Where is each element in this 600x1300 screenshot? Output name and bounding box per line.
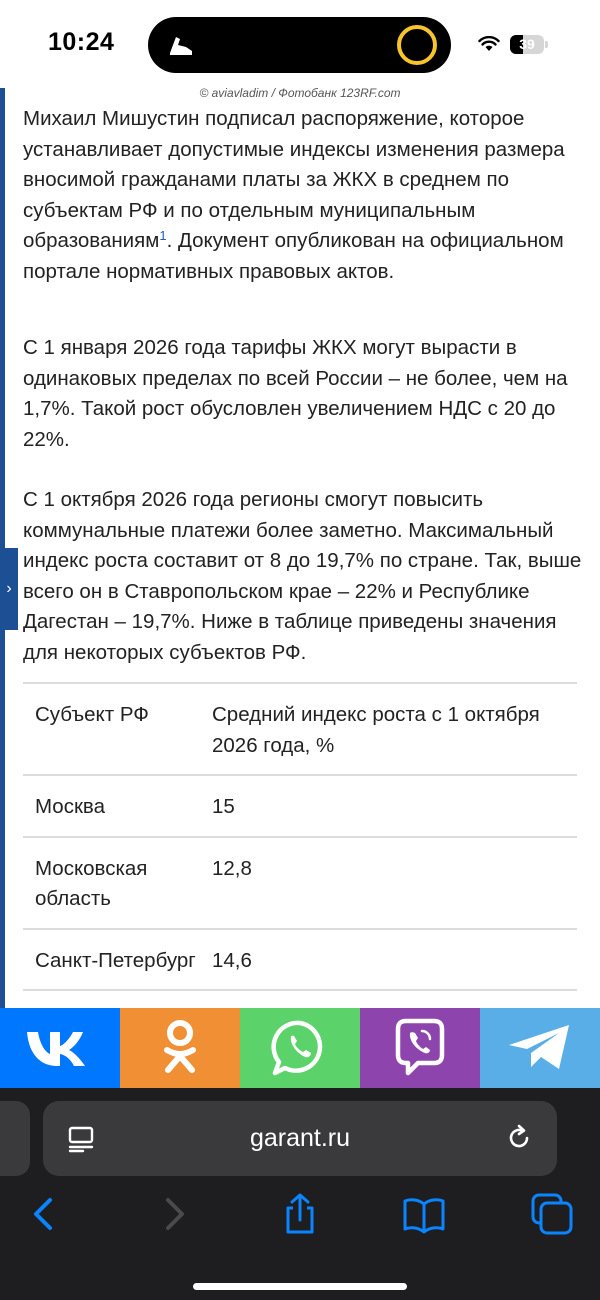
browser-chrome (0, 1088, 600, 1300)
side-expand-tab[interactable]: › (0, 548, 18, 630)
paragraph-text: Михаил Мишустин подписал распоряжение, которое устанавливает допустимые индексы изменения размера вносимой гражданами платы за ЖКХ в среднем по субъектам РФ и по отдельным муниципальным образованиям (23, 107, 565, 252)
bookmarks-icon[interactable] (402, 1192, 446, 1236)
share-vk-button[interactable] (0, 1008, 120, 1088)
share-odnoklassniki-button[interactable] (120, 1008, 240, 1088)
forward-icon[interactable] (152, 1192, 196, 1236)
home-indicator[interactable] (193, 1283, 407, 1290)
wifi-icon (478, 36, 500, 52)
table-row (23, 838, 577, 930)
share-bar (0, 1008, 600, 1088)
photo-credit: © aviavladim / Фотобанк 123RF.com (199, 86, 401, 100)
article-paragraph-3: С 1 октября 2026 года регионы смогут повысить коммунальные платежи более заметно. Максимальный индекс роста составит от 8 до 19,7% по стране. Так, выше всего он в Ставропольском крае – 22% и Республике Дагестан – 19,7%. Ниже в таблице приведены значения для некоторых субъектов РФ. (23, 488, 582, 664)
share-viber-button[interactable] (360, 1008, 480, 1088)
table-cell-region: Москва (35, 795, 105, 818)
table-row (23, 776, 577, 838)
paragraph-text-tail: . Документ опубликован на официальном портале нормативных правовых актов. (23, 229, 564, 283)
dynamic-island[interactable] (148, 17, 451, 73)
odnoklassniki-icon (160, 1018, 200, 1078)
viber-icon (390, 1017, 450, 1079)
tariff-table (23, 682, 577, 991)
clock: 10:24 (48, 28, 115, 56)
table-cell-region: Санкт-Петербург (35, 948, 196, 972)
share-icon[interactable] (278, 1192, 322, 1236)
share-telegram-button[interactable] (480, 1008, 600, 1088)
table-header-row (23, 684, 577, 776)
article-paragraph-2: С 1 января 2026 года тарифы ЖКХ могут вырасти в одинаковых пределах по всей России – не более, чем на 1,7%. Такой рост обусловлен увеличением НДС с 20 до 22%. (23, 336, 568, 451)
status-bar (0, 0, 600, 88)
url-text: garant.ru (249, 1124, 351, 1152)
table-cell-index: 15 (212, 795, 235, 818)
table-header-region: Субъект РФ (35, 703, 149, 726)
table-cell-index: 12,8 (212, 856, 252, 880)
battery-tip (545, 41, 548, 48)
article-paragraph-1 (23, 104, 583, 287)
browser-toolbar (0, 1188, 600, 1248)
back-icon[interactable] (22, 1192, 66, 1236)
share-whatsapp-button[interactable] (240, 1008, 360, 1088)
battery-percent: 39 (519, 36, 535, 52)
reload-icon[interactable] (505, 1124, 533, 1152)
table-row (23, 930, 577, 992)
table-cell-region: Московская область (35, 856, 148, 910)
running-shoe-icon (166, 29, 198, 61)
vk-icon (25, 1026, 95, 1070)
footnote-link[interactable]: 1 (159, 228, 167, 243)
telegram-icon (507, 1023, 573, 1073)
previous-tab-edge[interactable] (0, 1101, 30, 1176)
table-cell-index: 14,6 (212, 948, 252, 972)
battery-icon (510, 35, 544, 54)
table-header-index: Средний индекс роста с 1 октября 2026 года, % (212, 703, 540, 757)
tabs-icon[interactable] (530, 1192, 574, 1236)
whatsapp-icon (271, 1019, 329, 1077)
address-bar[interactable] (43, 1101, 557, 1176)
timer-ring-icon (397, 25, 437, 65)
